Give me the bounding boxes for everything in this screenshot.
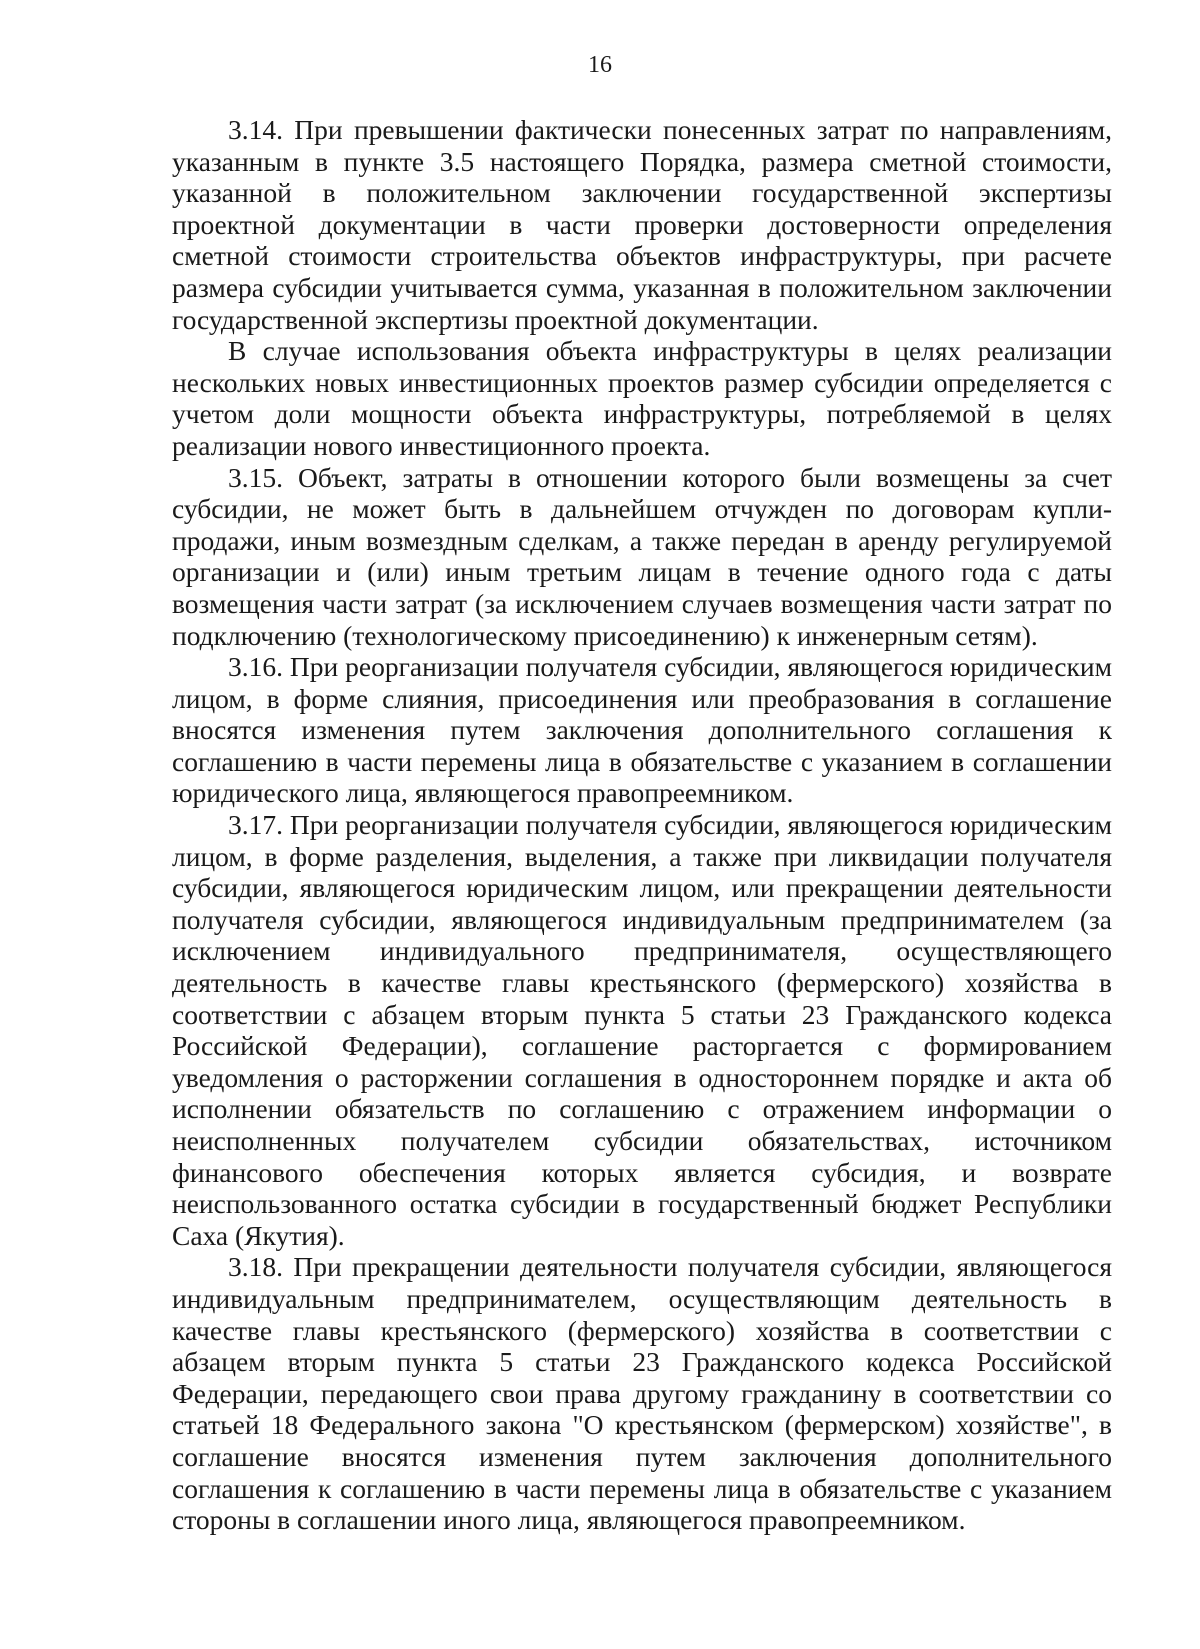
paragraph-3-14-continued: В случае использования объекта инфраструктуры в целях реализации нескольких новых инвестиционных проектов размер субсидии определяется с учетом доли мощности объекта инфраструктуры, потребляемой в целях реализации нового инвестиционного проекта. [172, 335, 1112, 461]
paragraph-3-17: 3.17. При реорганизации получателя субсидии, являющегося юридическим лицом, в форме разделения, выделения, а также при ликвидации получателя субсидии, являющегося юридическим лицом, или прекращении деятельности получателя субсидии, являющегося индивидуальным предпринимателем (за исключением индивидуального предпринимателя, осуществляющего деятельность в качестве главы крестьянского (фермерского) хозяйства в соответствии с абзацем вторым пункта 5 статьи 23 Гражданского кодекса Российской Федерации), соглашение расторгается с формированием уведомления о расторжении соглашения в одностороннем порядке и акта об исполнении обязательств по соглашению с отражением информации о неисполненных получателем субсидии обязательствах, источником финансового обеспечения которых является субсидия, и возврате неиспользованного остатка субсидии в государственный бюджет Республики Саха (Якутия). [172, 809, 1112, 1251]
document-body [172, 114, 1112, 1536]
paragraph-3-16: 3.16. При реорганизации получателя субсидии, являющегося юридическим лицом, в форме слияния, присоединения или преобразования в соглашение вносятся изменения путем заключения дополнительного соглашения к соглашению в части перемены лица в обязательстве с указанием в соглашении юридического лица, являющегося правопреемником. [172, 651, 1112, 809]
page-number: 16 [588, 52, 612, 78]
paragraph-3-14: 3.14. При превышении фактически понесенных затрат по направлениям, указанным в пункте 3.5 настоящего Порядка, размера сметной стоимости, указанной в положительном заключении государственной экспертизы проектной документации в части проверки достоверности определения сметной стоимости строительства объектов инфраструктуры, при расчете размера субсидии учитывается сумма, указанная в положительном заключении государственной экспертизы проектной документации. [172, 114, 1112, 335]
paragraph-3-15: 3.15. Объект, затраты в отношении которого были возмещены за счет субсидии, не может быть в дальнейшем отчужден по договорам купли-продажи, иным возмездным сделкам, а также передан в аренду регулируемой организации и (или) иным третьим лицам в течение одного года с даты возмещения части затрат (за исключением случаев возмещения части затрат по подключению (технологическому присоединению) к инженерным сетям). [172, 461, 1112, 651]
paragraph-3-18: 3.18. При прекращении деятельности получателя субсидии, являющегося индивидуальным предпринимателем, осуществляющим деятельность в качестве главы крестьянского (фермерского) хозяйства в соответствии с абзацем вторым пункта 5 статьи 23 Гражданского кодекса Российской Федерации, передающего свои права другому гражданину в соответствии со статьей 18 Федерального закона "О крестьянском (фермерском) хозяйстве", в соглашение вносятся изменения путем заключения дополнительного соглашения к соглашению в части перемены лица в обязательстве с указанием стороны в соглашении иного лица, являющегося правопреемником. [172, 1251, 1112, 1536]
